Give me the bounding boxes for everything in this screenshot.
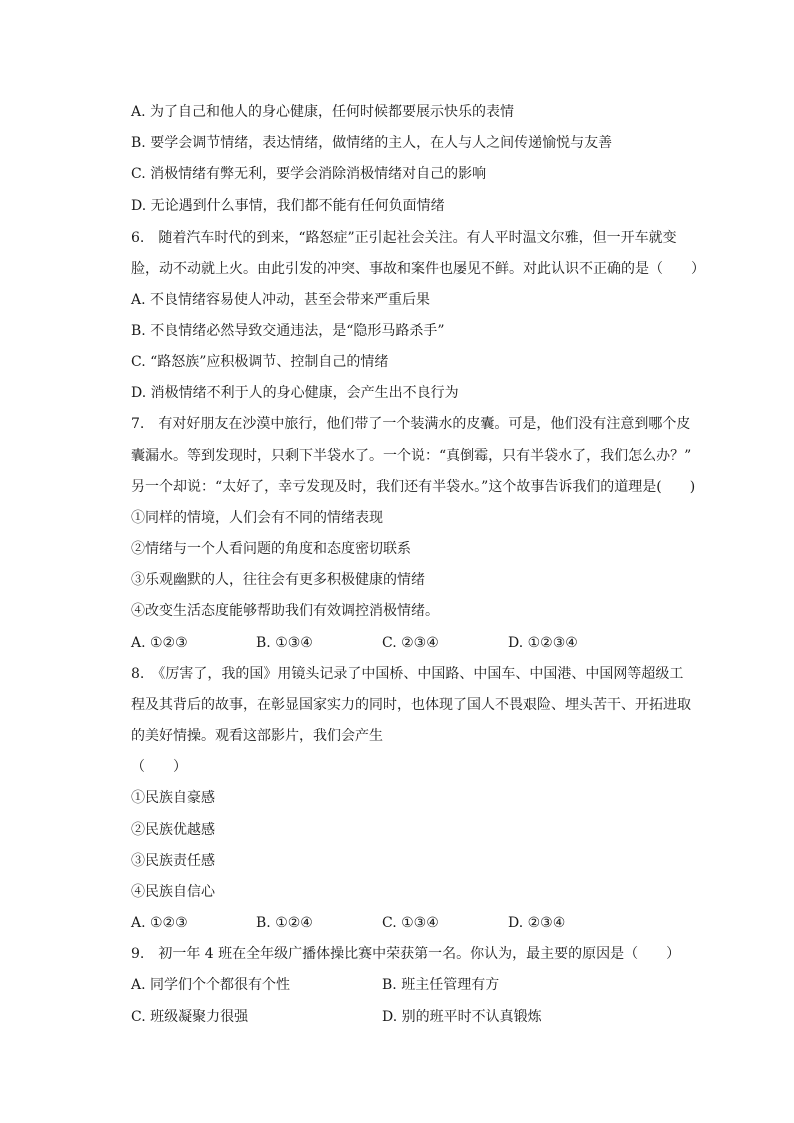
q7-stem-line2: 囊漏水。等到发现时，只剩下半袋水了。一个说：“真倒霉，只有半袋水了，我们怎么办？” — [131, 448, 692, 464]
q8-answer-blank: （ ） — [131, 759, 187, 775]
q8-item-1: ①民族自豪感 — [131, 790, 215, 806]
q8-option-b: B. ①②④ — [256, 915, 313, 931]
q6-stem-line1: 6. 随着汽车时代的到来，“路怒症”正引起社会关注。有人平时温文尔雅，但一开车就变 — [131, 230, 677, 246]
q7-option-b: B. ①③④ — [256, 635, 313, 651]
q7-item-4: ④改变生活态度能够帮助我们有效调控消极情绪。 — [131, 603, 439, 619]
q5-option-b: B. 要学会调节情绪，表达情绪，做情绪的主人，在人与人之间传递愉悦与友善 — [131, 135, 613, 151]
q7-option-a: A. ①②③ — [131, 635, 188, 651]
q6-stem-line2: 脸，动不动就上火。由此引发的冲突、事故和案件也屡见不鲜。对此认识不正确的是（ ） — [131, 261, 705, 277]
q8-stem-line3: 的美好情操。观看这部影片，我们会产生 — [131, 728, 383, 744]
q8-item-4: ④民族自信心 — [131, 884, 215, 900]
q8-stem-line1: 8. 《厉害了，我的国》用镜头记录了中国桥、中国路、中国车、中国港、中国网等超级工 — [131, 666, 684, 682]
q9-option-b: B. 班主任管理有方 — [382, 977, 500, 993]
q6-option-a: A. 不良情绪容易使人冲动，甚至会带来严重后果 — [131, 292, 431, 308]
q8-option-c: C. ①③④ — [382, 915, 439, 931]
q9-option-d: D. 别的班平时不认真锻炼 — [382, 1009, 542, 1025]
q7-item-3: ③乐观幽默的人，往往会有更多积极健康的情绪 — [131, 572, 425, 588]
q6-option-d: D. 消极情绪不利于人的身心健康，会产生出不良行为 — [131, 385, 459, 401]
q7-option-d: D. ①②③④ — [508, 635, 578, 651]
q8-item-2: ②民族优越感 — [131, 822, 215, 838]
q7-item-2: ②情绪与一个人看问题的角度和态度密切联系 — [131, 541, 411, 557]
q5-option-d: D. 无论遇到什么事情，我们都不能有任何负面情绪 — [131, 198, 445, 214]
q5-option-a: A. 为了自己和他人的身心健康，任何时候都要展示快乐的表情 — [131, 104, 515, 120]
q9-option-a: A. 同学们个个都很有个性 — [131, 977, 291, 993]
q7-stem-line3: 另一个却说：“太好了，幸亏发现及时，我们还有半袋水。”这个故事告诉我们的道理是( ) — [131, 479, 696, 495]
q8-stem-line2: 程及其背后的故事，在彰显国家实力的同时，也体现了国人不畏艰险、埋头苦干、开拓进取 — [131, 697, 691, 713]
q8-option-d: D. ②③④ — [508, 915, 566, 931]
q9-stem: 9. 初一年 4 班在全年级广播体操比赛中荣获第一名。你认为，最主要的原因是（ ） — [131, 946, 681, 962]
q7-item-1: ①同样的情境，人们会有不同的情绪表现 — [131, 510, 383, 526]
q5-option-c: C. 消极情绪有弊无利，要学会消除消极情绪对自己的影响 — [131, 166, 487, 182]
q8-item-3: ③民族责任感 — [131, 853, 215, 869]
q7-stem-line1: 7. 有对好朋友在沙漠中旅行，他们带了一个装满水的皮囊。可是，他们没有注意到哪个皮 — [131, 416, 691, 432]
q7-option-c: C. ②③④ — [382, 635, 439, 651]
q6-option-c: C. “路怒族”应积极调节、控制自己的情绪 — [131, 354, 389, 370]
q6-option-b: B. 不良情绪必然导致交通违法，是“隐形马路杀手” — [131, 323, 445, 339]
q8-option-a: A. ①②③ — [131, 915, 188, 931]
q9-option-c: C. 班级凝聚力很强 — [131, 1009, 249, 1025]
